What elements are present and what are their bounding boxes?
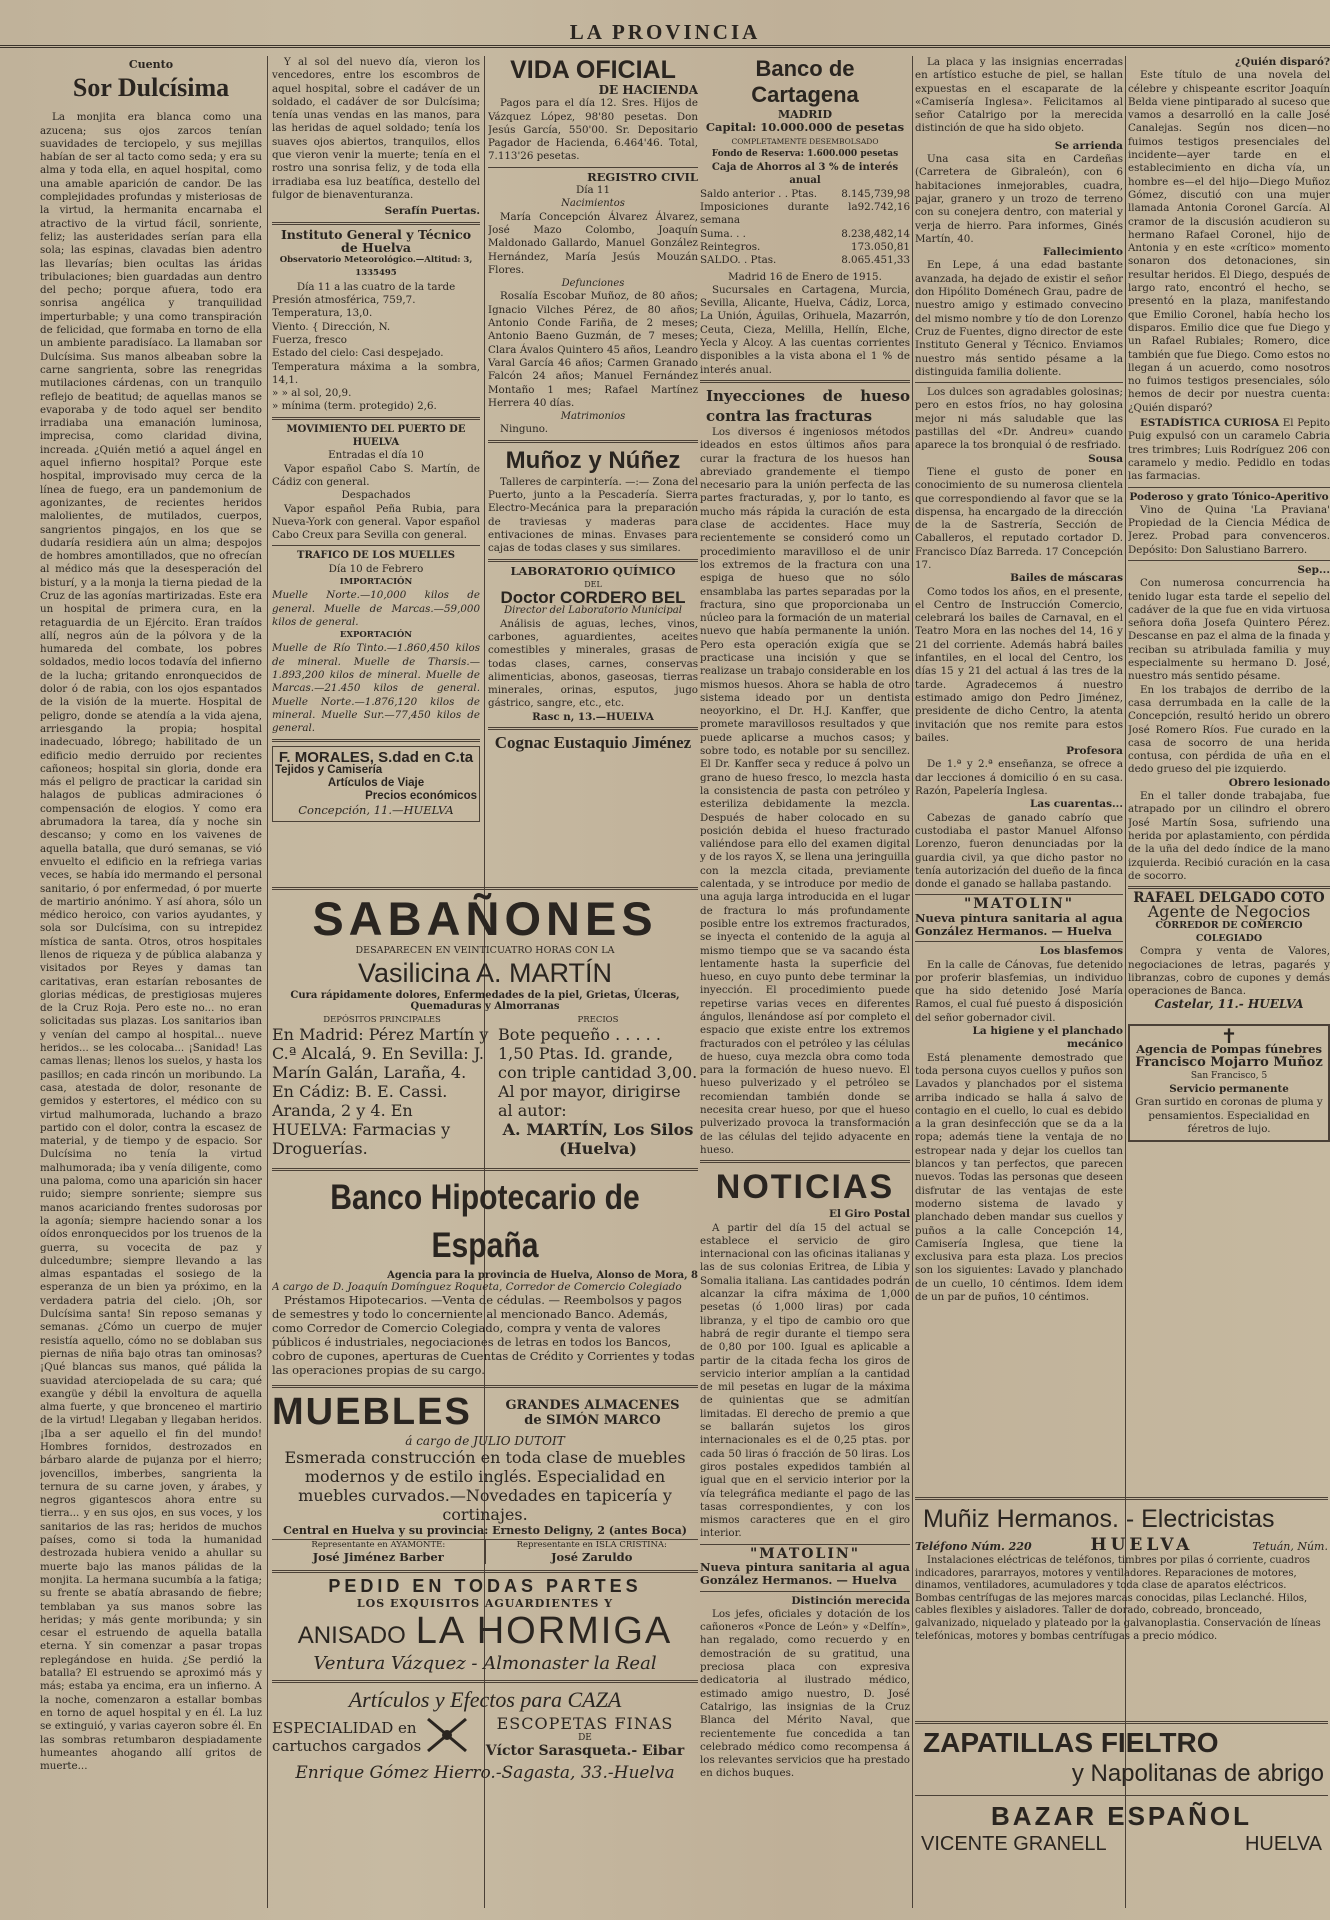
sabanones-author: A. MARTÍN, Los Silos (Huelva) bbox=[502, 1120, 694, 1158]
deposits-label: DEPÓSITOS PRINCIPALES bbox=[323, 1015, 441, 1025]
port-title: MOVIMIENTO DEL PUERTO DE HUELVA bbox=[286, 423, 466, 449]
divider bbox=[488, 167, 698, 168]
inyecciones-title: Inyecciones de hueso contra las fracturas bbox=[706, 386, 910, 425]
lab-title: LABORATORIO QUÍMICO bbox=[510, 563, 676, 578]
institute-subtitle: Observatorio Meteorológico.—Altitud: 3, 1335495 bbox=[279, 255, 473, 279]
sabanones-claims: Cura rápidamente dolores, Enfermedades de la piel, Grietas, Úlceras, Quemaduras y Almorranas bbox=[290, 990, 680, 1012]
banco-city: MADRID bbox=[777, 108, 833, 121]
bazar-footer bbox=[915, 1833, 1328, 1856]
muebles-reps bbox=[272, 1539, 698, 1564]
banco-date: Madrid 16 de Enero de 1915. bbox=[728, 270, 882, 283]
muebles-simon: de SIMÓN MARCO bbox=[524, 1412, 661, 1428]
weather-line: Estado del cielo: Casi despejado. bbox=[272, 347, 444, 360]
story-author: Serafín Puertas. bbox=[384, 205, 480, 218]
banco-cartagena-title: Banco de Cartagena bbox=[751, 56, 859, 107]
banco-reserva: Fondo de Reserva: 1.600.000 pesetas bbox=[711, 148, 899, 159]
banco-desembolsado: COMPLETAMENTE DESEMBOLSADO bbox=[731, 136, 879, 146]
import-text: Muelle Norte.—10,000 kilos de general. Muelle de Marcas.—59,000 kilos de general. bbox=[272, 589, 480, 628]
zapatillas-title: ZAPATILLAS FIELTRO bbox=[923, 1727, 1219, 1758]
divider bbox=[272, 1168, 698, 1171]
pompas-servicio: Servicio permanente bbox=[1169, 1082, 1289, 1095]
muebles-title: MUEBLES bbox=[272, 1391, 472, 1433]
divider bbox=[915, 382, 1123, 383]
story-title: Sor Dulcísima bbox=[72, 73, 230, 103]
column-4 bbox=[700, 56, 910, 1908]
profesora-text: De 1.ª y 2.ª enseñanza, se ofrece a dar lecciones á domicilio ó en su casa. Razón, Papelería Inglesa. bbox=[915, 758, 1123, 798]
defunciones-text: Rosalía Escobar Muñoz, de 80 años; Ignacio Vilches Pérez, de 80 años; Antonio Conde Fariña, de 2 meses; Antonio Baeno Guzmán, de 7 meses; Clara Ávalos Quintero 45 años, Leandro Varal García 46 años; Carmen Granado Falcón 24 años; Manuel Fernández Montaño 1 mes; Rafael Martínez Herrera 40 días. bbox=[488, 290, 698, 409]
divider bbox=[272, 417, 480, 420]
port-despachados-text: Vapor español Peña Rubia, para Nueva-York con general. Vapor español Cabo Creux para Sevilla con general. bbox=[272, 502, 480, 542]
giro-text: A partir del día 15 del actual se establece el servicio de giro internacional con las oficinas italianas y las de sus colonias Eritrea, de Libia y Somalia italiana. Las cantidades podrán alcanzar la cifra máxima de 1,000 pesetas (ó 1,000 liras) por cada libranza, y el tipo de cambio oro que habrá de regir durante el tiempo sera de 0,80 por 100. Igual es aplicable a partir de la citada fecha los giros de servicio interior amplían a la cantidad de mil pesetas en lugar de la máxima de quinientas que se admitían limitadas. El derecho de premio a que se ballarán sujetos los giros internacionales es el de 0,25 ptas. por cada 50 liras ó fracción de 50 liras. Los giros postales expedidos también al igual que en el servicio interior por la vía telegráfica mediante el pago de las tasas correspondientes, y con los mismos caracteres que en el giro interior. bbox=[700, 1221, 910, 1540]
caza-body bbox=[272, 1714, 698, 1759]
weather-line: » » al sol, 20,9. bbox=[272, 387, 352, 400]
inyecciones-text: Los diversos é ingeniosos métodos ideados en estos últimos años para curar la fractura de los huesos han abreviado grandemente el tiempo necesario para la unión perfecta de las partes fracturadas, y, por lo tanto, es mucho más rápida la curación de esta clase de accidentes. Hace muy recientemente se consideró como un procedimiento maravilloso el de unir los extremos de la fractura con una espiga de hueso que no sólo ensamblaba las partes separadas por la fractura, sino que proporcionaba un núcleo para la formación de un material nuevo que había permanente la unión. Pero esta operación exigía que se practicase una incisión y que se realizase un trabajo considerable en los mismos huesos. Ahora se habla de otro sistema ideado por un dentista neoyorkino, el Dr. H.J. Kanffer, que promete maravillosos resultados y que puede aplicarse a muchos casos; y sobre todo, es notable por su sencillez. El Dr. Kanffer seca y reduce á polvo un grano de hueso fresco, lo mezcla hasta la consistencia de pasta con petróleo y esteriliza debidamente la mezcla. Después de haber colocado en su posición debida el hueso fracturado valiéndose para ello del examen digital y de los rayos X, se llena una jeringuilla con la mezcla citada, previamente calentada, y se introduce por medio de una aguja larga introducida en el lugar de fractura lo más profundamente posible entre los extremos fracturados, se inyecta el contenido de la aguja al mismo tiempo que se va sacando ésta lentamente hasta la superficie del hueso, en cuyo punto debe terminar la inyección. El procedimiento puede repetirse varias veces en diferentes ángulos, llenándose así por completo el espacio que existe entre los extremos fracturados con el petróleo y las células de hueso, cuya mezcla obra como toda para la formación de hueso nuevo. El hueso pulverizado y el petróleo se recomiendan también donde se necesita crear hueso, por que el hueso pulverizado provoca la transformación de las células del tejido adyacente en hueso. bbox=[700, 425, 910, 1156]
tonico-title: Poderoso y grato Tónico-Aperitivo bbox=[1129, 490, 1329, 503]
divider bbox=[915, 1795, 1328, 1796]
column-5 bbox=[915, 56, 1123, 1488]
story-ending: Y al sol del nuevo día, vieron los vencedores, entre los escombros de aquel hospital, sobre el cadáver de un soldado, el cadáver de sor Dulcísima; tenía unas vendas en las manos, para las heridas de aquel soldado; tenía los suaves ojos abiertos, tranquilos, ellos que vieron venir la muerte; tenía en el rostro una sonrisa feliz, y de toda ella irradiaba esa luz beatífica, destello del fulgor de bienaventuranza. bbox=[272, 56, 480, 201]
weather-line: » mínima (term. protegido) 2,6. bbox=[272, 400, 437, 413]
quien-text: Este título de una novela del célebre y chispeante escritor Joaquín Belda viene pintiparado al suceso que vamos a desarrolló en la calle José Canalejas. Según nos dicen—no fuimos testigos presenciales del incidente—ayer tarde en el establecimiento en dicha vía, un hombre es—el del hijo—Diego Muñoz Gómez, discutió con una mujer llamada Antonia Coronel García. Al cramor de la discusión acudieron su hermano Rafael Coronel, hijo de Antonia y en este «crítico» momento sonaron dos detonaciones, sin resultar heridos. El Diego, después de largo rato, encontró el hecho, se presentó en la plaza, manifestando que Emilio Coronel, había hecho los disparos. Emilio dice que fue Diego y un Rafael Rubiales; Romero, dice también que fue Diego. Como estos no llegan á un acuerdo, como nosotros no fuimos testigos presenciales, sólo hemos de decir por nuestra cuenta: ¿Quién disparó? bbox=[1128, 69, 1330, 414]
column-rule bbox=[267, 56, 268, 1908]
banco-hipotecario-cargo: A cargo de D. Joaquín Domínguez Roqueta, Corredor de Comercio Colegiado bbox=[272, 1281, 682, 1293]
export-label: EXPORTACIÓN bbox=[339, 630, 413, 641]
muebles-header bbox=[272, 1391, 698, 1434]
pompas-name: Francisco Mojarro Muñoz bbox=[1135, 1055, 1323, 1071]
divider bbox=[1128, 487, 1330, 488]
banco-row bbox=[700, 188, 910, 201]
sabanones-details bbox=[272, 1015, 698, 1158]
delgado-subtitle: Agente de Negocios bbox=[1147, 902, 1311, 922]
profesora-title: Profesora bbox=[1066, 745, 1123, 758]
electricistas-phone: Teléfono Núm. 220 bbox=[915, 1540, 1032, 1553]
cuarentas-title: Las cuarentas... bbox=[1030, 798, 1123, 811]
banco-row-label: Imposiciones durante la semana bbox=[700, 201, 858, 227]
banco-row bbox=[700, 228, 910, 241]
sabanones-title: SABAÑONES bbox=[312, 892, 658, 945]
muebles-grandes: GRANDES ALMACENES bbox=[505, 1397, 680, 1413]
sousa-title: Sousa bbox=[1088, 452, 1123, 465]
newspaper-title: LA PROVINCIA bbox=[569, 20, 761, 44]
morales-line-3: Precios económicos bbox=[365, 790, 477, 803]
shotgun-icon bbox=[422, 1715, 472, 1759]
blasfemos-text: En la calle de Cánovas, fue detenido por proferir blasfemias, un individuo que ha sido detenido José María Ramos, el cual fué puesto á disposición del señor gobernador civil. bbox=[915, 958, 1123, 1024]
banco-row bbox=[700, 254, 910, 267]
muebles-cargo: á cargo de JULIO DUTOIT bbox=[405, 1434, 565, 1448]
matolin-text: Nueva pintura sanitaria al agua González Hermanos. — Huelva bbox=[915, 910, 1123, 938]
morales-address: Concepción, 11.—HUELVA bbox=[298, 802, 454, 817]
divider bbox=[272, 222, 480, 225]
quien-title: ¿Quién disparó? bbox=[1235, 56, 1330, 68]
placa-text: La placa y las insignias encerradas en artístico estuche de piel, se hallan expuestas en el escaparate de la «Camisería Inglesa». Felicitamos al señor Catalrigo por la merecida distinción de que ha sido objeto. bbox=[915, 56, 1123, 135]
cross-icon: ✝ bbox=[1220, 1023, 1238, 1048]
divider bbox=[272, 739, 480, 742]
banco-caja: Caja de Ahorros al 3 % de interés anual bbox=[711, 162, 899, 187]
port-entries: Vapor español Cabo S. Martín, de Cádiz con general. bbox=[272, 462, 480, 488]
noticias-title: NOTICIAS bbox=[715, 1168, 895, 1207]
arrienda-text: Una casa sita en Cardeñas (Carretera de Gibraleón), con 6 habitaciones inmejorables, cuadra, pajar, granero y un trozo de terreno con su conejera dentro, con material y verja de hierro. Para informes, Ginés Martín, 40. bbox=[915, 153, 1123, 245]
estadistica-title: ESTADÍSTICA CURIOSA bbox=[1140, 417, 1280, 430]
nacimientos-text: María Concepción Álvarez Álvarez, José Mazo Colombo, Joaquín Maldonado Gallardo, Manuel González Hernández, María Jesús Mouzán Flores. bbox=[488, 210, 698, 276]
registro-title: REGISTRO CIVIL bbox=[587, 169, 698, 184]
institute-date: Día 11 a las cuatro de la tarde bbox=[296, 280, 456, 293]
dulces-text: Los dulces son agradables golosinas; pero en estos fríos, no hay golosina mejor ni más saludable que las pastillas del «Dr. Andreu» cuando aparece la tos bronquial ó de resfriado. bbox=[915, 386, 1123, 452]
rep-isla bbox=[486, 1540, 699, 1564]
distincion-title: Distinción merecida bbox=[791, 1594, 910, 1607]
pompas-ad bbox=[1128, 1024, 1330, 1142]
cognac-ad: Cognac Eustaquio Jiménez bbox=[494, 733, 692, 753]
caza-cartuchos: cartuchos cargados bbox=[272, 1736, 422, 1755]
divider bbox=[488, 440, 698, 443]
electricistas-city: HUELVA bbox=[1090, 1535, 1194, 1555]
ads-block bbox=[272, 884, 698, 1908]
giro-title: El Giro Postal bbox=[829, 1208, 910, 1221]
prices-label: PRECIOS bbox=[577, 1015, 619, 1025]
lab-del: DEL bbox=[584, 579, 602, 589]
tonico-text: Vino de Quina 'La Praviana' Propiedad de la Ciencia Médica de Jerez. Probad para convenceros. Depósito: Don Salustiano Barrero. bbox=[1128, 503, 1330, 556]
divider bbox=[272, 1385, 698, 1388]
divider bbox=[272, 1570, 698, 1573]
sabanones-prices bbox=[498, 1015, 698, 1158]
obrero-text: En el taller donde trabajaba, fue atrapado por un cilindro el obrero José Martín Sosa, sufriendo una herida por aplastamiento, con pérdida de la uña del dedo índice de la mano izquierda. Recibió curación en la casa de socorro. bbox=[1128, 790, 1330, 882]
banco-row bbox=[700, 241, 910, 254]
rep-isla-label: Representante en ISLA CRISTINA: bbox=[516, 1540, 667, 1550]
banco-hipotecario-title: Banco Hipotecario de España bbox=[330, 1178, 640, 1265]
vida-oficial-title: VIDA OFICIAL bbox=[510, 56, 676, 84]
weather-line: Temperatura, 13,0. bbox=[272, 307, 373, 320]
port-date: Entradas el día 10 bbox=[328, 449, 424, 462]
banco-row bbox=[700, 201, 910, 228]
banco-row-label: SALDO. . Ptas. bbox=[700, 254, 777, 267]
divider bbox=[915, 894, 1123, 895]
la-hormiga: LA HORMIGA bbox=[415, 1610, 673, 1652]
masthead bbox=[0, 18, 1330, 48]
caza-de: DE bbox=[578, 1733, 592, 1743]
column-6 bbox=[1128, 56, 1330, 1488]
divider bbox=[915, 1497, 1328, 1500]
weather-list bbox=[272, 294, 480, 414]
column-3 bbox=[488, 56, 698, 878]
banco-row-label: Saldo anterior . . Ptas. bbox=[700, 187, 818, 200]
defunciones-label: Defunciones bbox=[561, 278, 625, 290]
muebles-central: Central en Huelva y su provincia: Ernesto Deligny, 2 (antes Boca) bbox=[283, 1524, 687, 1537]
port-despachados: Despachados bbox=[341, 489, 411, 502]
banco-text: Sucursales en Cartagena, Murcia, Sevilla, Alicante, Huelva, Cádiz, Lorca, La Unión, Águilas, Orihuela, Mazarrón, Ceuta, Cieza, Melilla, Hellín, Elche, Yecla y Alcoy. A las cuentas corrientes disponibles a la vista abona el 1 % de interés anual. bbox=[700, 283, 910, 376]
rep-ayamonte-label: Representante en AYAMONTE: bbox=[311, 1540, 446, 1550]
caza-title: Artículos y Efectos para CAZA bbox=[348, 1687, 622, 1712]
rep-isla-name: José Zaruldo bbox=[551, 1550, 633, 1564]
banco-row-value: 8.238,482,14 bbox=[841, 227, 910, 240]
bazar-name: VICENTE GRANELL bbox=[921, 1833, 1107, 1855]
electricistas-address: Tetuán, Núm. bbox=[1252, 1540, 1328, 1553]
bazar-ad bbox=[915, 1718, 1328, 1910]
delgado-title: RAFAEL DELGADO COTO bbox=[1133, 890, 1325, 907]
lab-name: Doctor CORDERO BEL bbox=[500, 588, 686, 608]
traffic-title: TRAFICO DE LOS MUELLES bbox=[297, 550, 455, 562]
morales-line-2: Artículos de Viaje bbox=[327, 777, 425, 790]
deposits-text: En Madrid: Pérez Martín y C.ª Alcalá, 9. En Sevilla: J. Marín Galán, Laraña, 4. En Cádiz: B. E. Cassi. Aranda, 2 y 4. En HUELVA: Farmacias y Droguerías. bbox=[272, 1025, 489, 1158]
pompas-title: Agencia de Pompas fúnebres bbox=[1136, 1042, 1322, 1057]
banco-row-value: 8.145,739,98 bbox=[841, 187, 910, 200]
morales-line-1: Tejidos y Camisería bbox=[275, 763, 383, 776]
morales-ad bbox=[272, 746, 480, 822]
sabanones-deposits bbox=[272, 1015, 492, 1158]
sepelio-text: Con numerosa concurrencia ha tenido lugar esta tarde el sepelio del cadáver de la que fue en vida virtuosa señora doña Josefa Quintero Pérez. Descanse en paz el alma de la finada y reciban su atribulada familia y muy especialmente su hermano D. José, nuestro más sentido pésame. bbox=[1128, 577, 1330, 683]
delgado-address: Castelar, 11.- HUELVA bbox=[1154, 997, 1304, 1012]
caza-address: Enrique Gómez Hierro.-Sagasta, 33.-Huelva bbox=[295, 1763, 675, 1783]
bazar-title: BAZAR ESPAÑOL bbox=[991, 1801, 1252, 1831]
morales-title: F. MORALES, S.dad en C.ta bbox=[278, 748, 474, 766]
banco-row-value: 92.742,16 bbox=[857, 201, 910, 214]
higiene-text: Está plenamente demostrado que toda persona cuyos cuellos y puños son Lavados y planchados por el sistema arriba indicado se halla á salvo de contagio en el cuello, lo cual es debido a la gran desinfección que se da a la ropa; además tiene la ventaja de no estropear nada y dejar los cuellos tan blancos y tan perfectos, que parecen nuevos. Todas las personas que deseen disfrutar de las ventajas de este moderno sistema de lavado y planchado deben mandar sus cuellos y puños a la calle Concepción 14, Camisería Inglesa, que tiene la exclusiva para esta plaza. Los precios son los siguientes: Lavado y planchado de un cuello, 10 céntimos. Idem idem de un par de puños, 10 céntimos. bbox=[915, 1051, 1123, 1304]
banco-row-value: 173.050,81 bbox=[851, 240, 910, 253]
zapatillas-sub: y Napolitanas de abrigo bbox=[1071, 1760, 1324, 1787]
sepelio-title: Sep... bbox=[1297, 563, 1330, 576]
lab-text: Análisis de aguas, leches, vinos, carbones, aguardientes, aceites comestibles y minerales, grasas de todas clases, carnes, conservas alimenticias, abonos, gaseosas, tierras minerales, orinas, esputos, jugo gástrico, sangre, etc., etc. bbox=[488, 617, 698, 710]
bailes-title: Bailes de máscaras bbox=[1010, 572, 1123, 585]
anisado-line bbox=[272, 1610, 698, 1653]
matrimonios-label: Matrimonios bbox=[560, 411, 626, 423]
obrero-title: Obrero lesionado bbox=[1228, 776, 1330, 789]
divider bbox=[915, 1721, 1328, 1724]
banco-row-value: 8.065.451,33 bbox=[841, 254, 910, 267]
rep-ayamonte-name: José Jiménez Barber bbox=[312, 1550, 444, 1564]
cuarentas-text: Cabezas de ganado cabrío que custodiaba el pastor Manuel Alfonso Lorenzo, fueron denunciadas por la guardia civil, ya que dicho pastor no tenía autorización del dueño de la finca donde el ganado se hallaba pastando. bbox=[915, 811, 1123, 891]
matrimonios-text: Ninguno. bbox=[500, 423, 549, 436]
lab-subtitle: Director del Laboratorio Municipal bbox=[504, 605, 682, 617]
divider bbox=[700, 1544, 910, 1545]
divider bbox=[700, 1160, 910, 1163]
anisado-word: ANISADO bbox=[297, 1622, 406, 1649]
banco-hipotecario-sub: Agencia para la provincia de Huelva, Alonso de Mora, 8 bbox=[387, 1270, 698, 1281]
romero-text: En los trabajos de derribo de la casa derrumbada en la calle de la Concepción, resultó herido un obrero José Romero Ríos. Fue curado en la casa de socorro de una herida contusa, con pérdida de uña en el dedo grueso del pie izquierdo. bbox=[1128, 683, 1330, 776]
lab-address: Rasc n, 13.—HUELVA bbox=[532, 710, 654, 723]
story-body: La monjita era blanca como una azucena; sus ojos zarcos tenían suavidades de terciopelo, y sus mejillas habían de ser al tacto como seda; y era su alma y toda ella, en aquel hospital, como una amable aparición de candor. De las complejidades profundas y misteriosas de la virtud, la hermanita encarnaba el atractivo de la virtud fácil, sonriente, feliz; las austeridades serían para ella sola; las espinas, clavadas bien adentro las llevarías; bien ocultas las áridas tribulaciones; bien guardadas aun dentro del pecho; porque afuera, todo era sonrisa angélica y tranquilidad imperturbable; y una como transpiración de felicidad, que formaba en torno de ella un ambiente paradisíaco. La llamaban sor Dulcísima. Sus manos albeaban sobre la carne sangrienta, sobre las renegridas mutilaciones cárdenas, con un tranquilo reflejo de beatitud; de aquellas manos se evaporaba y de todo aquel ser bendito irradiaba una emanación luminosa, imprecisa, como claridad divina, increada. ¿Quién metió a aquel ángel en aquel infierno hospital? Porque este hospital, improvisado muy cerca de la línea de fuego, era un pandemonium de agonizantes, de recientes heridos malolientes, de mutilados, cuerpos, sangrientos pingajos, en los que se dudaría residiera aún un alma; despojos de hombres amontillados, que no ofrecían al médico más que la desesperación del bisturí, y a la monja la tierna piedad de la Cruz de las agonías martirizadas. Este era un hospital de primera cura, en la retaguardia de un Ejército. Eran traídos allí, negros aún de la pólvora y de la humareda del combate, los pobres soldados, medio locos todavía del infierno de la lucha; gritando enronquecidos de dolor ó de rabia, con los ojos espantados de la visión de la muerte. Hospital de peligro, donde se atendía a la vida ajena, arriesgando la propia; hospital inadecuado, lóbrego; habilitado de un edificio medio derruido por recientes cañoneos; hospital sin gloria, donde era más el peligro de practicar la caridad sin halagos de publicas admiraciones ó compensación de elogios. Y como era abrumadora la tarea, día y noche sin descanso; y como en los vaivenes de aquella batalla, que duró semanas, se vió envuelto el edificio en la refriega varias veces, se había ido mermando el personal sanitario, ó por enfermedad, ó por muerte de martirio anónimo. Y así ahora, sólo un médico heroico, con varios ayudantes, y sola sor Dulcísima, con su intrepidez mística de santa. Otros, otros hospitales llenos de riqueza y de pública alabanza y visitados por Reyes y damas tan caritativas, eran estarían rebosantes de glorias médicas, de prestigiosas mujeres de la Cruz Roja. Pero este no... no eran solicitadas sus plazas. Los sanitarios iban y venían del campo al hospital... nueve heridos... se les colocaba... ¡Sanidad! Las camas llenas; llenos los suelos, y hasta los pasillos; en cada rincón un moribundo. La casa, atestada de dolor, resonante de gemidos y estertores, el médico con su virtud malhumorada, luchando a brazo partido con el dolor, contra la escasez de material, y de tiempo y de espacio. Sor Dulcísima no tenía la virtud malhumorada; iba y venía diligente, como una paloma, como una aparición sin hacer ruido; siempre sonriente; siempre sus manos acariciando frentes sudorosas por la agonía; siempre haciendo sonar a los oídos enronquecidos por los truenos de la guerra, su vocecita de paz y dulcedumbre; siempre llevando a las almas espantadas el sosiego de la esperanza de un bien ya próximo, en la verdadera patria del cielo. ¡Oh, sor Dulcísima santa! Sin reposo semanas y semanas. ¿Cómo un cuerpo de mujer resistía aquello, cómo no se doblaban sus piernas de niña bajo otras tan ominosas? ¡Qué blancas sus manos, qué pálida la suavidad aterciopelada de su cara; qué exangüe y débil la envoltura de aquella alma fuerte, y que bronceneo el martirio de la virtud! Llegaban y llegaban heridos. ¡Iba a ser aquello el fin del mundo! Hombres fornidos, destrozados en bárbaro alarde de pujanza por el hierro; jovencillos, imberbes, sangrienta la ternura de su carne joven, y árabes, y negros gigantescos ahora entre su tierra... y en sus ojos, en sus voces, y los sanitarios de las ras; heridos de muchos países, como si toda la humanidad destrozada hubiera venido a ahullar su muerte bajo las manos pálidas de la monjita. La hermana sucumbía a la fatiga; su frente se abatía abrasando de fiebre; temblaban ya sus manos sobre las heridas; y más gente moribunda; y sin cesar el estruendo de aquella batalla eterna. Y sin comenzar a pasar tropas replegándose en huida. ¿Se perdió la batalla? El estruendo se aproximó más y más; estaba ya encima, era un infierno. A la noche, comenzaron a estallar bombas en torno de aquel hospital y en él. La luz se extinguió, y varias cayeron sobre él. En las sombras retumbaron despiadamente humeantes ahogando allí gritos de muerte... bbox=[40, 111, 262, 1773]
weather-line: Temperatura máxima a la sombra, 14,1. bbox=[272, 360, 480, 386]
export-text: Muelle de Río Tinto.—1.860,450 kilos de mineral. Muelle de Tharsis.—1.893,200 kilos de mineral. Muelle de Marcas.—21.450 kilos de general. Muelle Norte.—1.876,120 kilos de mineral. Muelle Sur.—77,450 kilos de general. bbox=[272, 642, 480, 735]
banco-row-label: Suma. . . bbox=[700, 227, 746, 240]
distincion-text: Los jefes, oficiales y dotación de los cañoneros «Ponce de León» y «Delfín», han regalado, como recuerdo y en demostración de su gratitud, una preciosa placa con expresiva dedicatoria al ilustrado médico, estimado amigo nuestro, D. José Catalrigo, las insignias de la Cruz Blanca del Mérito Naval, que recientemente fue concedida a tan celebrado médico como recompensa á los relevantes servicios que ha prestado en dichos buques. bbox=[700, 1607, 910, 1780]
traffic-date: Día 10 de Febrero bbox=[328, 562, 424, 575]
matolin-title: "MATOLIN" bbox=[964, 896, 1074, 913]
import-label: IMPORTACIÓN bbox=[339, 576, 413, 587]
electricistas-header bbox=[915, 1535, 1328, 1555]
fallecimiento-title: Fallecimiento bbox=[1043, 246, 1123, 259]
pompas-address: San Francisco, 5 bbox=[1190, 1070, 1268, 1081]
divider bbox=[1128, 560, 1330, 561]
delgado-text: Compra y venta de Valores, negociaciones de letras, pagarés y libranzas, cobro de cupones y demás operaciones de Banca. bbox=[1128, 945, 1330, 998]
bailes-text: Como todos los años, en el presente, el Centro de Instrucción Comercio, celebrará los bailes de Carnaval, en el Teatro Mora en las noches del 14, 16 y 21 del corriente. Además habrá bailes infantiles, en el local del Centro, los días 15 y 21 del actual á las tres de la tarde. Agradecemos á nuestro estimado amigo don Pedro Jiménez, presidente de dicho Centro, la atenta invitación que nos remite para estos bailes. bbox=[915, 585, 1123, 744]
estadistica-text: El Pepito Puig expulsó con un caramelo Cabria tres trimbres; Luis Rodríguez 206 con caramelo y medio. Pedidlo en todas las farmacias. bbox=[1128, 417, 1330, 483]
blasfemos-title: Los blasfemos bbox=[1039, 945, 1123, 958]
weather-line: Presión atmosférica, 759,7. bbox=[272, 294, 416, 307]
anisado-maker: Ventura Vázquez - Almonaster la Real bbox=[313, 1653, 657, 1674]
caza-victor: Víctor Sarasqueta.- Eibar bbox=[485, 1743, 685, 1759]
arrienda-title: Se arrienda bbox=[1054, 139, 1123, 152]
divider bbox=[700, 1591, 910, 1592]
section-label: Cuento bbox=[128, 58, 174, 71]
pedid-title: PEDID EN TODAS PARTES bbox=[328, 1576, 642, 1596]
divider bbox=[488, 727, 698, 730]
electricistas-title: Muñiz Hermanos. - Electricistas bbox=[923, 1505, 1275, 1533]
hacienda-label: DE HACIENDA bbox=[598, 83, 698, 97]
rep-ayamonte bbox=[272, 1540, 486, 1564]
column-1 bbox=[40, 56, 262, 1908]
higiene-title: La higiene y el planchado mecánico bbox=[972, 1025, 1123, 1051]
banco-table bbox=[700, 188, 910, 268]
caza-escopetas: ESCOPETAS FINAS bbox=[496, 1714, 674, 1733]
column-2 bbox=[272, 56, 480, 878]
estadistica-block bbox=[1128, 417, 1330, 483]
sousa-text: Tiene el gusto de poner en conocimiento de su numerosa clientela que correspondiendo al favor que se la dispensa, ha encargado de la dirección de la de Sastrería, Sección de Caballeros, el reputado cortador D. Francisco Díaz Barreda. 17 Concepción 17. bbox=[915, 465, 1123, 571]
divider bbox=[700, 380, 910, 383]
weather-line: Fuerza, fresco bbox=[272, 333, 347, 346]
fallecimiento-text: En Lepe, á una edad bastante avanzada, ha dejado de existir el señor don Hipólito Doménech Grau, padre de nuestro amigo y estimado convecino del mismo nombre y tío de don Lorenzo Cruz de Fuentes, digno director de este Instituto General y Técnico. Enviamos nuestro más sentido pésame a la distinguida familia doliente. bbox=[915, 259, 1123, 378]
nacimientos-label: Nacimientos bbox=[561, 198, 625, 210]
caza-especialidad: ESPECIALIDAD en bbox=[272, 1718, 417, 1737]
prices-text: Bote pequeño . . . . . 1,50 Ptas. Id. grande, con triple cantidad 3,00. Al por mayor, dirigirse al autor: bbox=[498, 1025, 698, 1120]
electricistas-text: Instalaciones eléctricas de teléfonos, timbres por pilas ó corriente, cuadros indicadores, pararrayos, motores y ventiladores. Reparaciones de motores, dinamos, ventiladores, acumuladores y toda clase de aparatos eléctricos. Bombas centrífugas de las mejores marcas conocidas, pilas Leclanché. Hilos, cables flexibles y aisladores. Taller de dorado, cobreado, bronceado, galvanizado, niquelado y plateado por la galvanoplastia. Conservación de líneas telefónicas, motores y bombas centrífugas a precio módico. bbox=[915, 1555, 1321, 1642]
bazar-city: HUELVA bbox=[1244, 1833, 1322, 1855]
hacienda-text: Pagos para el día 12. Sres. Hijos de Vázquez López, 98'80 pesetas. Don Jesús García, 550'00. Sr. Depositario Pagador de Hacienda, 6.464'46. Total, 7.113'26 pesetas. bbox=[488, 97, 698, 163]
divider bbox=[488, 559, 698, 562]
column-rule bbox=[912, 56, 913, 1908]
institute-title: Instituto General y Técnico de Huelva bbox=[280, 226, 472, 255]
divider bbox=[272, 1680, 698, 1683]
delgado-subtitle-2: CORREDOR DE COMERCIO COLEGIADO bbox=[1155, 919, 1303, 944]
registro-day: Día 11 bbox=[575, 184, 611, 197]
divider bbox=[1128, 886, 1330, 889]
munoz-text: Talleres de carpintería. —:— Zona del Puerto, junto a la Pescadería. Sierra Electro-Mecánica para la preparación de traviesas y maderas para entivaciones de minas. Envases para cajas de todas clases y sus similares. bbox=[488, 475, 698, 555]
matolin-title-2: "MATOLIN" bbox=[750, 1545, 860, 1562]
pompas-text: Gran surtido en coronas de pluma y pensamientos. Especialidad en féretros de lujo. bbox=[1135, 1096, 1323, 1135]
divider bbox=[272, 545, 480, 546]
sabanones-product: Vasilicina A. MARTÍN bbox=[357, 958, 613, 988]
munoz-title: Muñoz y Núñez bbox=[505, 446, 681, 474]
electricistas-ad bbox=[915, 1494, 1328, 1714]
caza-left bbox=[272, 1719, 422, 1755]
muebles-store bbox=[487, 1398, 698, 1428]
matolin-text-2: Nueva pintura sanitaria al agua González Hermanos. — Huelva bbox=[700, 1559, 910, 1588]
banco-row-label: Reintegros. bbox=[700, 240, 761, 253]
muebles-text: Esmerada construcción en toda clase de muebles modernos y de estilo inglés. Especialidad en muebles curvados.—Novedades en tapicería y cortinajes. bbox=[284, 1448, 686, 1524]
pedid-subtitle: LOS EXQUISITOS AGUARDIENTES Y bbox=[356, 1597, 614, 1610]
weather-line: Viento. { Dirección, N. bbox=[272, 320, 391, 333]
divider bbox=[915, 941, 1123, 942]
banco-hipotecario-text: Préstamos Hipotecarios. —Venta de cédulas. — Reembolsos y pagos de semestres y todo lo concerniente al mencionado Banco. Además, como Corredor de Comercio Colegiado, compra y venta de valores públicos é industriales, negociaciones de letras en todos los Bancos, cobro de cupones, aperturas de Cuentas de Crédito y Corrientes y todas las operaciones propias de su cargo. bbox=[272, 1293, 695, 1377]
sabanones-subtitle: DESAPARECEN EN VEINTICUATRO HORAS CON LA bbox=[355, 945, 615, 956]
caza-right bbox=[472, 1714, 698, 1759]
banco-capital: Capital: 10.000.000 de pesetas bbox=[705, 120, 905, 135]
divider bbox=[272, 887, 698, 890]
